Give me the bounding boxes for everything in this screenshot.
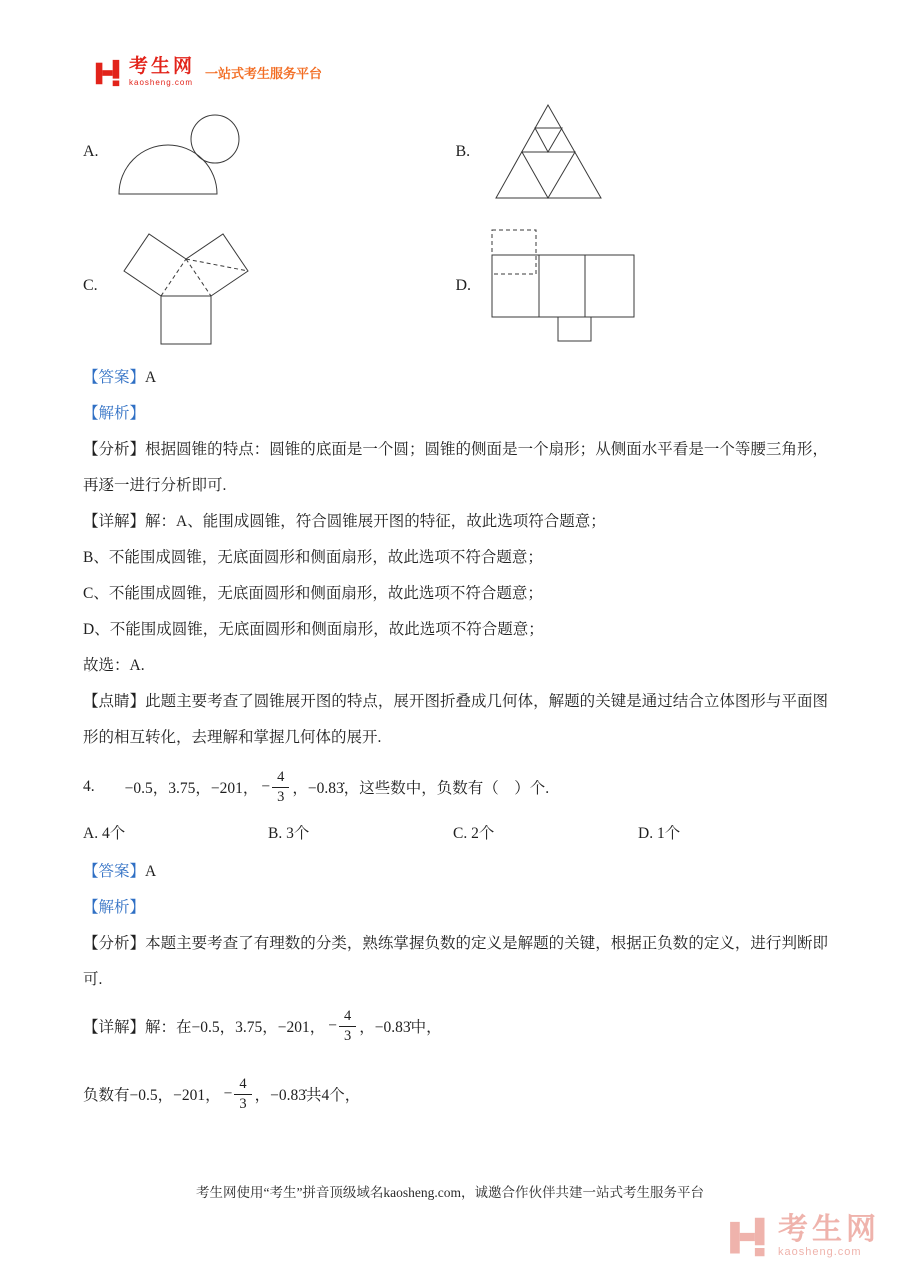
kaosheng-watermark: [726, 1214, 880, 1259]
watermark-domain: kaosheng.com: [778, 1246, 862, 1258]
q3-answer-line: [83, 360, 828, 396]
fraction-sign: −: [328, 1017, 337, 1034]
fraction-neg-four-thirds: [328, 1008, 356, 1044]
q4-conclusion-line: [83, 1066, 828, 1122]
kaosheng-logo-icon: [93, 58, 123, 88]
answer-tag: 【答案】: [83, 369, 146, 386]
q4-option-d: D. 1个: [638, 825, 681, 842]
option-b-figure-cell: [456, 102, 829, 202]
q3-analysis-paragraph: 【分析】根据圆锥的特点：圆锥的底面是一个圆；圆锥的侧面是一个扇形；从侧面水平看是一个等腰三角形，再逐一进行分析即可.: [83, 441, 828, 494]
kaosheng-watermark-icon: [726, 1215, 770, 1259]
q4-number: 4.: [83, 778, 95, 795]
logo-domain: kaosheng.com: [129, 78, 194, 87]
fraction-denominator: 3: [343, 1027, 352, 1044]
page-footer: 考生网使用“考生”拼音顶级域名kaosheng.com，诚邀合作伙伴共建一站式考生服务平台: [195, 1185, 705, 1200]
logo-tagline: 一站式考生服务平台: [205, 66, 323, 81]
q3-detail-line-c: C、不能围成圆锥，无底面圆形和侧面扇形，故此选项不符合题意；: [83, 585, 543, 602]
analysis-header-tag: 【解析】: [83, 899, 146, 916]
q4-conclusion-part1: 负数有−0.5，−201，: [83, 1087, 221, 1104]
q3-conclusion-line: 故选：A.: [83, 657, 145, 674]
q4-analysis-header: [83, 890, 828, 926]
q4-answer-line: [83, 854, 828, 890]
q4-stem-part1: −0.5，3.75，−201，: [124, 780, 259, 797]
q4-stem: [83, 760, 828, 814]
q4-conclusion-part2: ，−0.83̇共4个，: [254, 1087, 361, 1104]
fraction-stack: [339, 1008, 356, 1044]
fraction-denominator: 3: [277, 788, 285, 805]
fraction-sign: −: [261, 778, 271, 795]
site-header: [93, 56, 828, 100]
fraction-neg-four-thirds: [224, 1076, 252, 1112]
fraction-denominator: 3: [239, 1095, 247, 1112]
q4-options-row: [83, 816, 828, 852]
fraction-numerator: 4: [272, 769, 289, 788]
q4-detail-line: [83, 998, 828, 1054]
figure-d-cuboid-net: [486, 227, 641, 345]
fraction-sign: −: [223, 1085, 233, 1102]
watermark-name: 考生网: [778, 1213, 880, 1246]
analysis-header-tag: 【解析】: [83, 405, 146, 422]
q4-option-c: C. 2个: [453, 825, 495, 842]
q3-answer-value: A: [145, 369, 157, 386]
figure-c-prism-net: [113, 226, 273, 346]
fraction-neg-four-thirds: [261, 769, 289, 805]
q3-analysis-header: [83, 396, 828, 432]
option-c-figure-cell: [83, 226, 456, 346]
fraction-stack: [234, 1076, 251, 1112]
q4-detail-part2: ，−0.83̇中，: [359, 1019, 442, 1036]
option-b-label: B.: [455, 143, 471, 160]
q3-detail-line-d: D、不能围成圆锥，无底面圆形和侧面扇形，故此选项不符合题意；: [83, 621, 544, 638]
logo-text-block: [129, 56, 195, 87]
fraction-numerator: 4: [339, 1008, 356, 1027]
q3-comment-paragraph: 【点睛】此题主要考查了圆锥展开图的特点，展开图折叠成几何体，解题的关键是通过结合立体图形与平面图形的相互转化，去理解和掌握几何体的展开.: [83, 693, 828, 746]
figure-a-semicircle-and-circle: [113, 106, 263, 198]
q4-analysis-paragraph: 【分析】本题主要考查了有理数的分类，熟练掌握负数的定义是解题的关键，根据正负数的定义，进行判断即可.: [83, 935, 828, 988]
fraction-stack: [272, 769, 289, 805]
q4-option-b: B. 3个: [268, 825, 310, 842]
q4-option-a: A. 4个: [83, 825, 126, 842]
option-d-label: D.: [455, 277, 472, 294]
q3-detail-line-a: 【详解】解：A、能围成圆锥，符合圆锥展开图的特征，故此选项符合题意；: [83, 513, 606, 530]
option-a-figure-cell: [83, 102, 456, 202]
q4-detail-part1: 【详解】解：在−0.5，3.75，−201，: [83, 1019, 326, 1036]
watermark-text-block: [778, 1214, 880, 1259]
q4-stem-part2: ，−0.83̇，这些数中，负数有（ ）个.: [292, 780, 550, 797]
answer-tag: 【答案】: [83, 863, 146, 880]
option-c-label: C.: [83, 277, 98, 294]
option-d-figure-cell: [456, 226, 829, 346]
figure-b-nested-triangles: [486, 102, 611, 202]
logo-name: 考生网: [129, 56, 196, 77]
q3-option-figures: [83, 102, 828, 346]
q3-detail-line-b: B、不能围成圆锥，无底面圆形和侧面扇形，故此选项不符合题意；: [83, 549, 543, 566]
q4-answer-value: A: [145, 863, 157, 880]
option-a-label: A.: [83, 143, 99, 160]
fraction-numerator: 4: [234, 1076, 251, 1095]
